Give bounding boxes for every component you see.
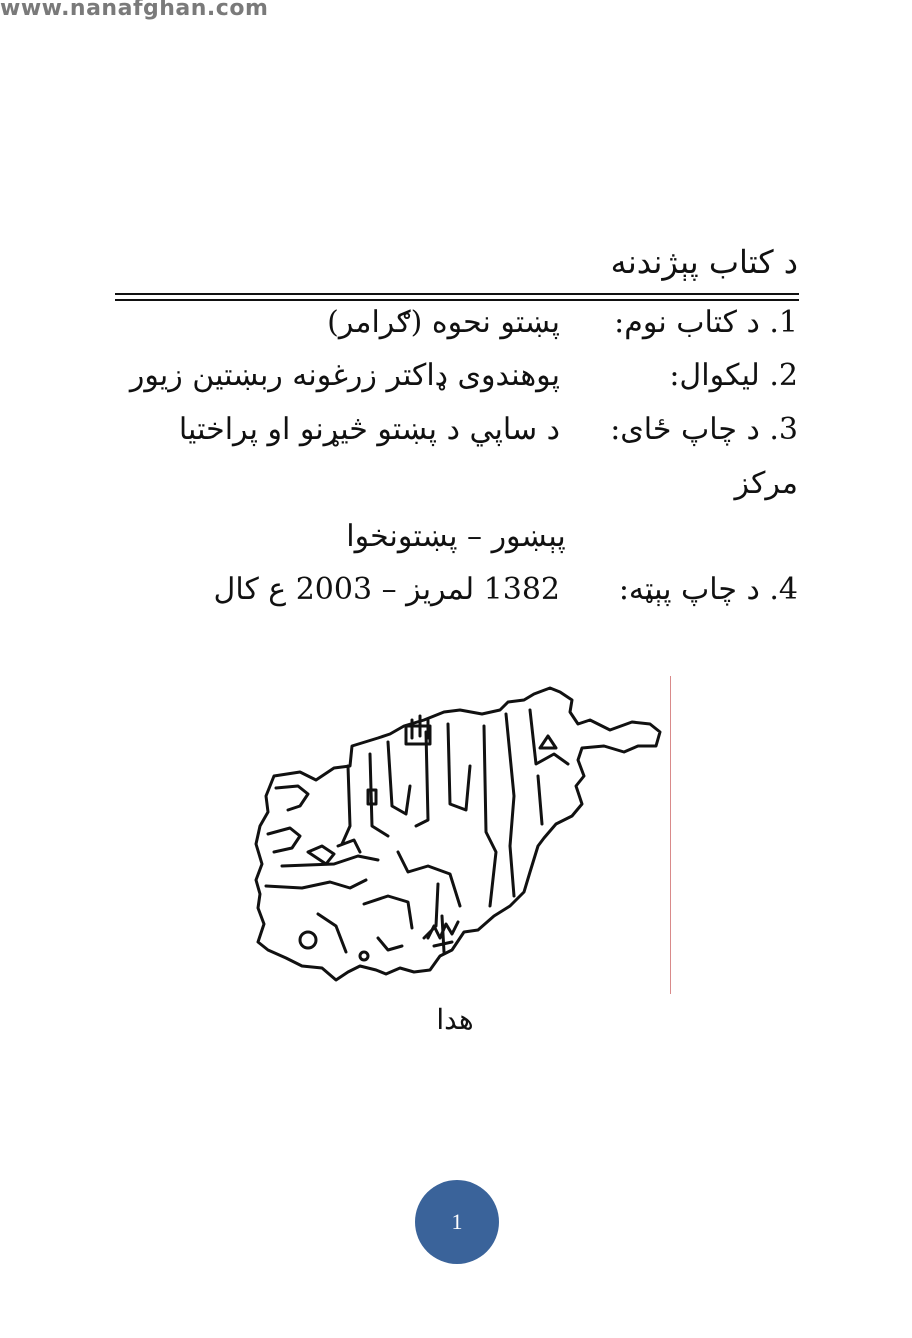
print-date-label: 4. د چاپ پېټه: — [618, 572, 798, 607]
map-caption: هدا — [436, 1003, 474, 1036]
author-label: 2. ليکوال: — [669, 358, 798, 393]
print-place-continuation: مرکز — [734, 466, 798, 501]
print-place-city: پېښور – پښتونخوا — [346, 519, 566, 554]
page-number-badge — [415, 1180, 499, 1264]
title-rule-bottom — [115, 299, 799, 301]
page-title: د کتاب پېژندنه — [610, 243, 798, 281]
print-place-label: 3. د چاپ ځای: — [610, 412, 798, 447]
site-watermark: www.nanafghan.com — [0, 0, 269, 21]
print-place-value: د ساپي د پښتو څيړنو او پراختيا — [178, 412, 560, 447]
afghanistan-calligraphy-map-icon — [238, 676, 672, 996]
title-rule-top — [115, 293, 799, 295]
book-name-value: پښتو نحوه (ګرامر) — [327, 305, 560, 340]
book-name-label: 1. د کتاب نوم: — [614, 305, 798, 340]
page-number: 1 — [451, 1209, 463, 1234]
author-value: پوهندوی ډاکتر زرغونه ربښتين زيور — [129, 358, 560, 393]
print-date-value: 1382 لمريز – 2003 ع کال — [213, 572, 560, 607]
